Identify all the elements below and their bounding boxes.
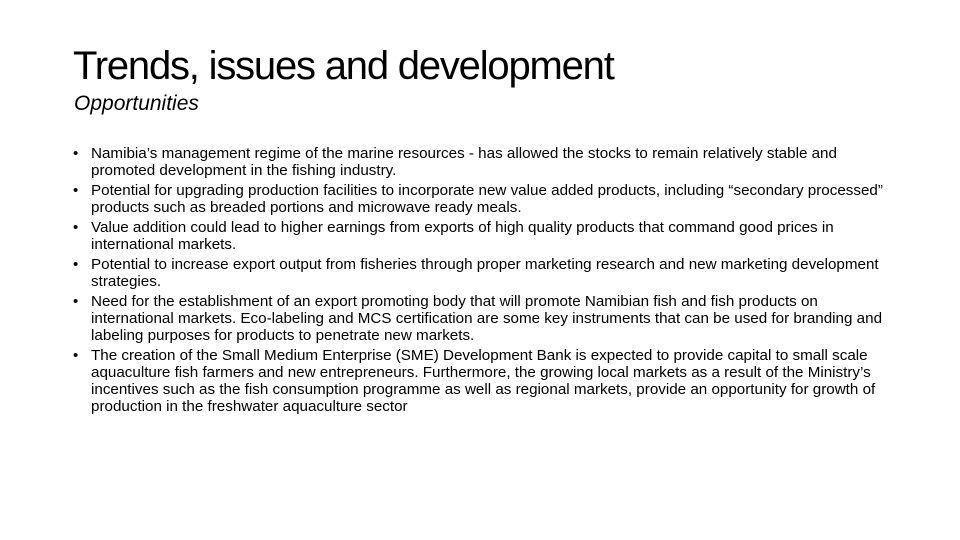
slide-title: Trends, issues and development bbox=[73, 44, 614, 88]
bullet-dot-icon: • bbox=[73, 347, 79, 364]
bullet-item bbox=[73, 293, 893, 344]
bullet-dot-icon: • bbox=[73, 145, 79, 162]
bullet-item bbox=[73, 256, 893, 290]
bullet-dot-icon: • bbox=[73, 219, 79, 236]
bullet-item bbox=[73, 145, 893, 179]
bullet-text: Potential to increase export output from fisheries through proper marketing research and new marketing development strategies. bbox=[91, 256, 879, 290]
bullet-item bbox=[73, 347, 893, 415]
bullet-item bbox=[73, 182, 893, 216]
bullet-item bbox=[73, 219, 893, 253]
bullet-text: The creation of the Small Medium Enterprise (SME) Development Bank is expected to provide capital to small scale aquaculture fish farmers and new entrepreneurs. Furthermore, the growing local markets as a result of the Ministry’s incentives such as the fish consumption programme as well as regional markets, provide an opportunity for growth of production in the freshwater aquaculture sector bbox=[91, 347, 876, 415]
bullet-text: Potential for upgrading production facilities to incorporate new value added products, including “secondary processed” products such as breaded portions and microwave ready meals. bbox=[91, 182, 883, 216]
bullet-text: Need for the establishment of an export promoting body that will promote Namibian fish and fish products on international markets. Eco-labeling and MCS certification are some key instruments that can be used for branding and labeling purposes for products to penetrate new markets. bbox=[91, 293, 883, 344]
bullet-dot-icon: • bbox=[73, 182, 79, 199]
slide-subtitle: Opportunities bbox=[74, 92, 199, 115]
bullet-text: Value addition could lead to higher earnings from exports of high quality products that command good prices in international markets. bbox=[91, 219, 834, 253]
bullet-dot-icon: • bbox=[73, 256, 79, 273]
bullet-list bbox=[73, 145, 893, 418]
bullet-text: Namibia’s management regime of the marine resources - has allowed the stocks to remain relatively stable and promoted development in the fishing industry. bbox=[91, 145, 837, 179]
bullet-dot-icon: • bbox=[73, 293, 79, 310]
